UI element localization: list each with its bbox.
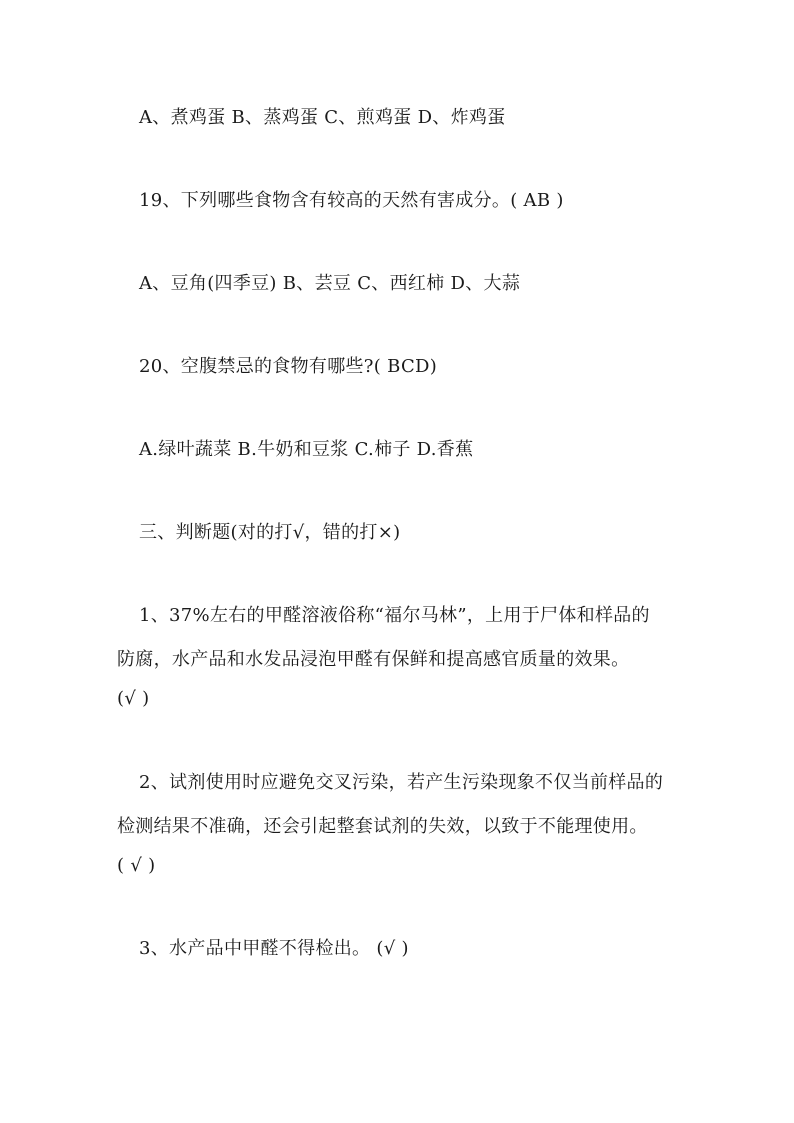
- tf2-line-1: 2、试剂使用时应避免交叉污染，若产生污染现象不仅当前样品的: [139, 772, 664, 793]
- q19-options: A、豆角(四季豆) B、芸豆 C、西红柿 D、大蒜: [139, 273, 521, 294]
- tf2-line-2: 检测结果不准确，还会引起整套试剂的失效，以致于不能理使用。: [117, 816, 648, 837]
- tf3-line: 3、水产品中甲醛不得检出。 (√ ): [139, 938, 409, 959]
- q20-question: 20、空腹禁忌的食物有哪些?( BCD): [139, 356, 438, 377]
- tf1-line-2: 防腐，水产品和水发品浸泡甲醛有保鲜和提高感官质量的效果。: [117, 649, 630, 670]
- tf2-answer: ( √ ): [117, 855, 156, 876]
- tf1-line-1: 1、37%左右的甲醛溶液俗称“福尔马林”，上用于尸体和样品的: [139, 605, 650, 626]
- q20-options: A.绿叶蔬菜 B.牛奶和豆浆 C.柿子 D.香蕉: [139, 439, 474, 460]
- q18-options: A、煮鸡蛋 B、蒸鸡蛋 C、煎鸡蛋 D、炸鸡蛋: [139, 107, 506, 128]
- q19-question: 19、下列哪些食物含有较高的天然有害成分。( AB ): [139, 190, 564, 211]
- tf1-answer: (√ ): [117, 688, 150, 709]
- section-heading: 三、判断题(对的打√，错的打×): [139, 522, 401, 543]
